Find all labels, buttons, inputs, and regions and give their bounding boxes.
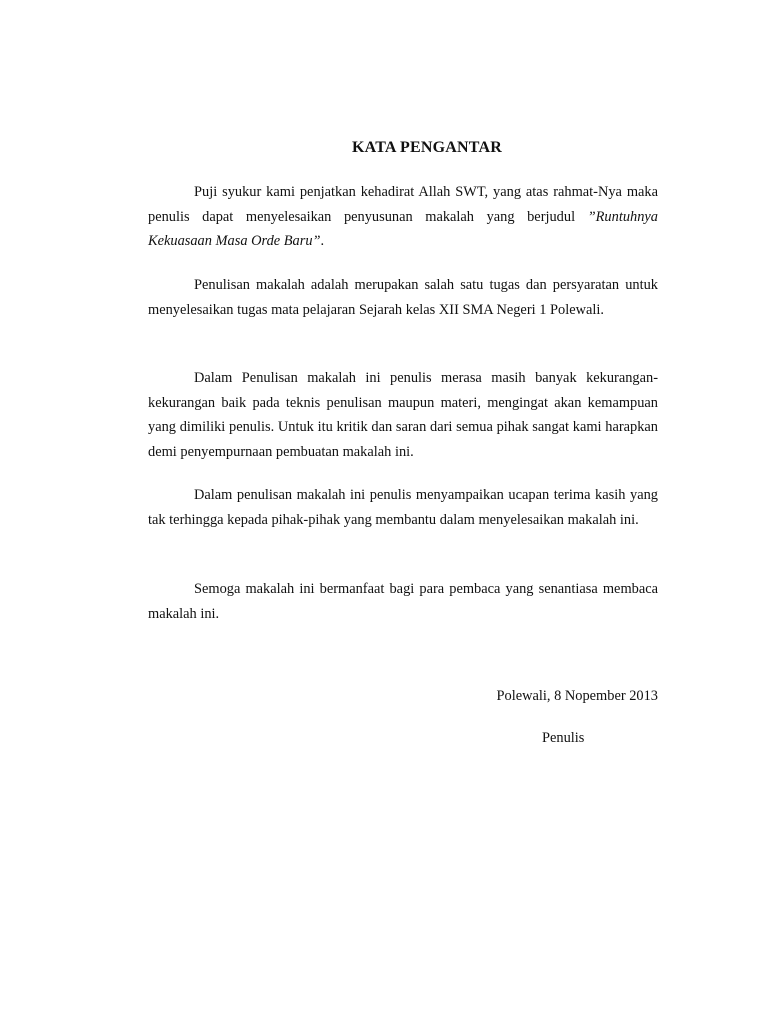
paragraph-5-text: Semoga makalah ini bermanfaat bagi para pembaca yang senantiasa membaca makalah ini. — [148, 581, 658, 622]
paragraph-2 — [148, 273, 658, 322]
paragraph-1-text: Puji syukur kami penjatkan kehadirat Allah SWT, yang atas rahmat-Nya maka penulis dapat menyelesaikan penyusunan makalah yang berjudul — [148, 184, 658, 225]
paragraph-3 — [148, 366, 658, 465]
paragraph-4-text: Dalam penulisan makalah ini penulis menyampaikan ucapan terima kasih yang tak terhingga kepada pihak-pihak yang membantu dalam menyelesaikan makalah ini. — [148, 487, 658, 528]
paragraph-2-text: Penulisan makalah adalah merupakan salah satu tugas dan persyaratan untuk menyelesaikan tugas mata pelajaran Sejarah kelas XII SMA Negeri 1 Polewali. — [148, 277, 658, 318]
paragraph-3-text: Dalam Penulisan makalah ini penulis merasa masih banyak kekurangan-kekurangan baik pada teknis penulisan maupun materi, mengingat akan kemampuan yang dimiliki penulis. Untuk itu kritik dan saran dari semua pihak sangat kami harapkan demi penyempurnaan pembuatan makalah ini. — [148, 370, 658, 461]
signer-label: Penulis — [542, 730, 585, 746]
paragraph-1 — [148, 180, 658, 254]
paragraph-5 — [148, 577, 658, 626]
paragraph-1-end: . — [320, 233, 325, 250]
paragraph-4 — [148, 483, 658, 532]
place-and-date: Polewali, 8 Nopember 2013 — [496, 688, 658, 704]
paper-title-quote: ”Runtuhnya Kekuasaan Masa Orde Baru” — [148, 208, 658, 250]
page-title: KATA PENGANTAR — [352, 139, 502, 156]
